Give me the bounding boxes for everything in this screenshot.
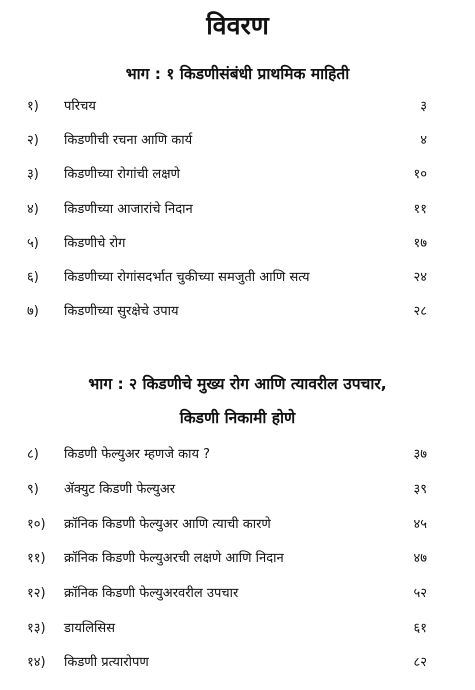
toc-entry [0,164,475,186]
entry-page: ११ [413,202,427,217]
entry-title: किडणीचे रोग [64,236,126,251]
entry-number: २) [27,133,39,148]
entry-number: ३) [27,167,39,182]
entry-title: ॲक्युट किडणी फेल्युअर [64,482,176,497]
entry-page: ४ [420,133,427,148]
toc-entry [0,583,475,605]
entry-page: ४७ [413,551,427,566]
entry-number: ५) [27,236,39,251]
entry-number: ७) [27,304,39,319]
entry-page: ६१ [413,621,427,636]
toc-entry [0,301,475,323]
entry-title: क्रॉनिक किडणी फेल्युअरची लक्षणे आणि निदान [64,551,284,566]
toc-entry [0,96,475,118]
entry-title: किडणीच्या सुरक्षेचे उपाय [64,304,179,319]
toc-entry [0,514,475,536]
entry-number: ६) [27,270,39,285]
entry-page: ५२ [413,586,427,601]
toc-entry [0,199,475,221]
toc-entry [0,267,475,289]
entry-number: ४) [27,202,39,217]
part1-heading: भाग : १ किडणीसंबंधी प्राथमिक माहिती [125,65,350,83]
entry-page: ३ [420,99,427,114]
entry-title: किडणीच्या रोगांसदर्भात चुकीच्या समजुती आणि सत्य [64,270,310,285]
toc-entry [0,479,475,501]
entry-page: ३९ [413,482,427,497]
entry-title: क्रॉनिक किडणी फेल्युअर आणि त्याची कारणे [64,517,271,532]
entry-page: ३७ [413,447,427,462]
page-title: विवरण [206,11,269,40]
entry-title: डायलिसिस [64,621,115,636]
entry-number: १४) [27,655,46,670]
toc-entry [0,444,475,466]
toc-entry [0,618,475,640]
entry-number: १०) [27,517,46,532]
toc-entry [0,548,475,570]
entry-page: १७ [413,236,427,251]
entry-page: ८२ [413,655,427,670]
entry-number: १३) [27,621,46,636]
entry-title: किडणीच्या आजारांचे निदान [64,202,193,217]
entry-number: १) [27,99,39,114]
entry-title: क्रॉनिक किडणी फेल्युअरवरील उपचार [64,586,239,601]
part2-heading-line1: भाग : २ किडणीचे मुख्य रोग आणि त्यावरील उपचार, [88,375,387,393]
entry-page: ४५ [413,517,427,532]
entry-title: किडणी प्रत्यारोपण [64,655,149,670]
toc-entry [0,130,475,152]
part2-heading-line2: किडणी निकामी होणे [179,409,296,427]
toc-entry [0,652,475,674]
entry-number: १२) [27,586,46,601]
toc-entry [0,233,475,255]
entry-page: १० [413,167,427,182]
entry-page: २४ [413,270,427,285]
entry-number: ९) [27,482,39,497]
entry-page: २८ [413,304,427,319]
entry-title: परिचय [64,99,96,114]
entry-title: किडणीच्या रोगांची लक्षणे [64,167,180,182]
entry-title: किडणी फेल्युअर म्हणजे काय ? [64,447,211,462]
entry-number: ११) [27,551,46,566]
entry-title: किडणीची रचना आणि कार्य [64,133,193,148]
entry-number: ८) [27,447,39,462]
